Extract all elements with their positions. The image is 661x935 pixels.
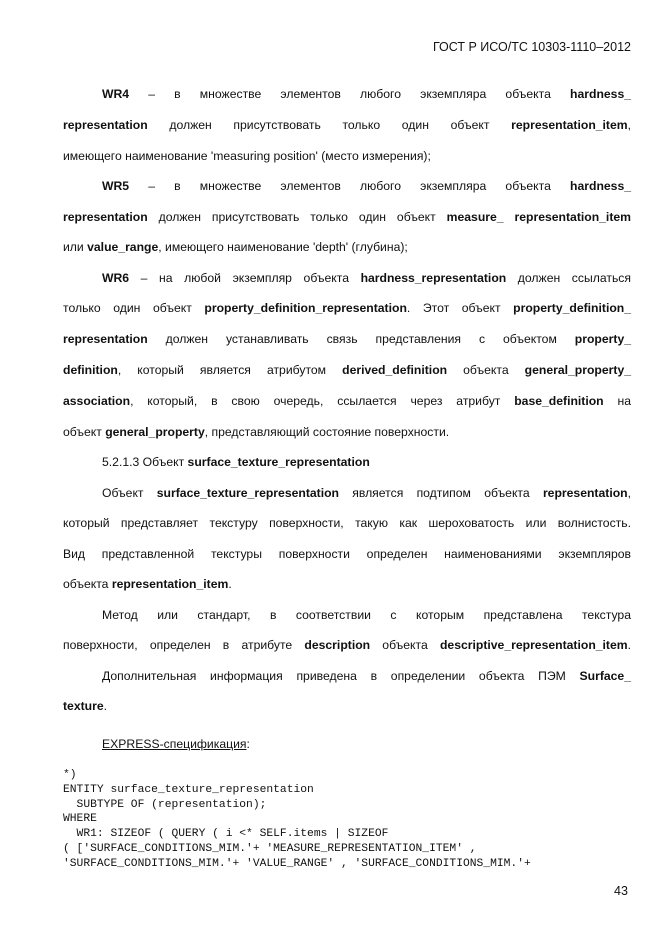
wr6-line-1: WR6 – на любой экземпляр объекта hardness_representation должен ссылаться — [102, 271, 631, 285]
page-number: 43 — [614, 884, 628, 898]
wr5-line-2: representation должен присутствовать только один объект measure_ representation_item — [63, 210, 631, 224]
wr6-line-2: только один объект property_definition_representation. Этот объект property_definition_ — [63, 301, 631, 315]
para1-line-1: Объект surface_texture_representation является подтипом объекта representation, — [102, 486, 631, 500]
para3-line-2: texture. — [63, 699, 108, 713]
document-header: ГОСТ Р ИСО/ТС 10303-1110–2012 — [432, 40, 631, 54]
para1-line-4: объекта representation_item. — [63, 577, 232, 591]
wr6-line-6: объект general_property, представляющий состояние поверхности. — [63, 425, 450, 439]
para3-line-1: Дополнительная информация приведена в определении объекта ПЭМ Surface_ — [102, 669, 631, 683]
wr4-line-3: имеющего наименование 'measuring position' (место измерения); — [63, 149, 431, 163]
rule-label: WR4 — [102, 87, 130, 101]
wr5-line-1: WR5 – в множестве элементов любого экземпляра объекта hardness_ — [102, 179, 631, 193]
para1-line-3: Вид представленной текстуры поверхности определен наименованиями экземпляров — [63, 547, 631, 561]
wr5-line-3: или value_range, имеющего наименование 'depth' (глубина); — [63, 240, 408, 254]
wr4-line-1: WR4 – в множестве элементов любого экземпляра объекта hardness_ — [102, 87, 631, 101]
wr6-line-3: representation должен устанавливать связь представления с объектом property_ — [63, 332, 631, 346]
section-heading: 5.2.1.3 Объект surface_texture_representation — [102, 455, 370, 469]
para2-line-1: Метод или стандарт, в соответствии с которым представлена текстура — [102, 608, 631, 622]
express-link[interactable]: EXPRESS-спецификация — [102, 737, 247, 751]
rule-label: WR6 — [102, 271, 130, 285]
para2-line-2: поверхности, определен в атрибуте description объекта descriptive_representation_item. — [63, 638, 631, 652]
para1-line-2: который представляет текстуру поверхности, такую как шероховатость или волнистость. — [63, 516, 631, 530]
rule-label: WR5 — [102, 179, 130, 193]
wr6-line-4: definition, который является атрибутом derived_definition объекта general_property_ — [63, 363, 631, 377]
wr6-line-5: association, который, в свою очередь, ссылается через атрибут base_definition на — [63, 394, 631, 408]
wr4-line-2: representation должен присутствовать только один объект representation_item, — [63, 118, 631, 132]
express-code-block: *) ENTITY surface_texture_representation SUBTYPE OF (representation); WHERE WR1: SIZEOF ( QUERY ( i <* SELF.items | SIZEOF ( ['SURFACE_CONDITIONS_MIM.'+ 'MEASURE_REPRESENTATION_ITEM' , 'SURFACE_CONDITIONS_MIM.'+ 'VALUE_RANGE' , 'SURFACE_CONDITIONS_MIM.'+ — [63, 769, 531, 870]
express-label: EXPRESS-спецификация: — [102, 737, 250, 751]
